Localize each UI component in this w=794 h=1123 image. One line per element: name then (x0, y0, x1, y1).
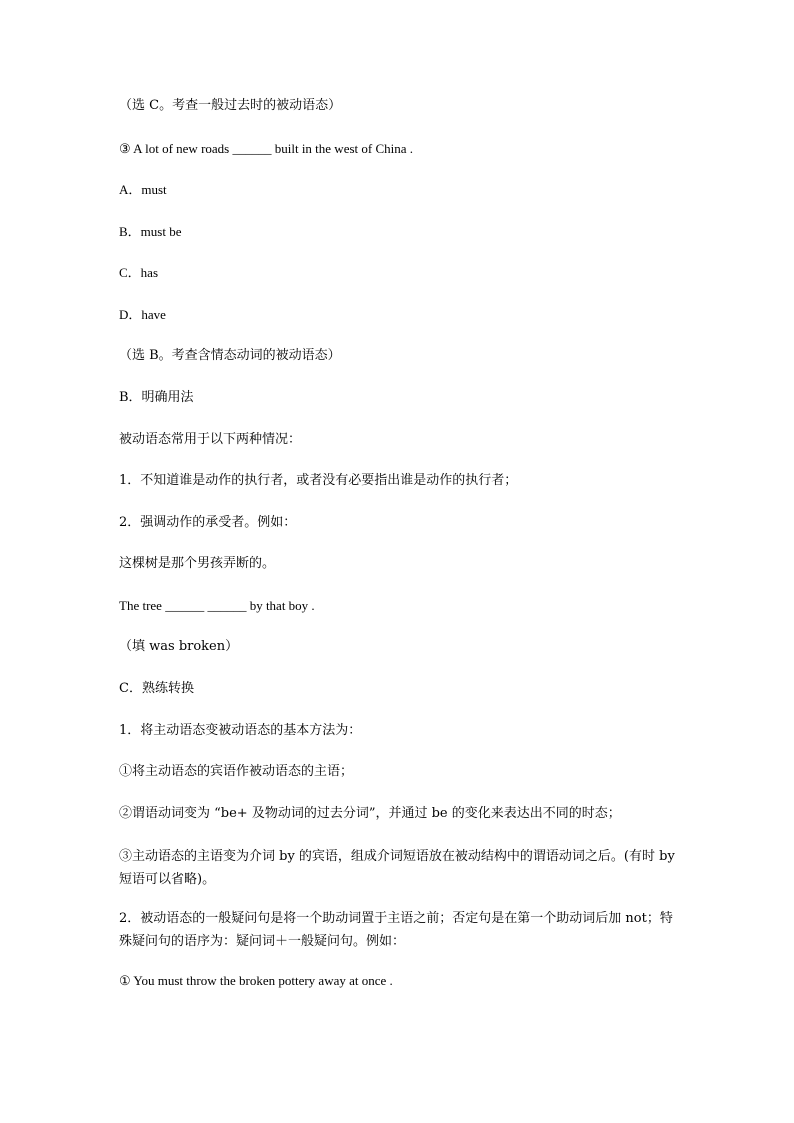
example-chinese: 这棵树是那个男孩弄断的。 (119, 556, 276, 571)
section-heading-b: B．明确用法 (119, 390, 194, 405)
option-d: D．have (119, 307, 166, 322)
question-3: ③ A lot of new roads ______ built in the west of China . (119, 141, 414, 156)
method-step-3: ③主动语态的主语变为介词 by 的宾语，组成介词短语放在被动结构中的谓语动词之后。(有时 by 短语可以省略)。 (119, 849, 675, 887)
method-step-2: ②谓语动词变为 “be+ 及物动词的过去分词”，并通过 be 的变化来表达出不同的时态； (119, 806, 621, 821)
example-english: The tree ______ ______ by that boy . (119, 598, 315, 613)
option-a: A．must (119, 182, 167, 197)
example-1: ① You must throw the broken pottery away at once . (119, 973, 393, 988)
option-b: B．must be (119, 224, 182, 239)
answer-note-c: （选 C。考查一般过去时的被动语态） (119, 98, 342, 113)
answer-note-b: （选 B。考查含情态动词的被动语态） (119, 348, 341, 363)
usage-1: 1．不知道谁是动作的执行者，或者没有必要指出谁是动作的执行者； (119, 473, 518, 488)
section-heading-c: C．熟练转换 (119, 681, 194, 696)
option-c: C．has (119, 265, 159, 280)
question-form-note: 2．被动语态的一般疑问句是将一个助动词置于主语之前；否定句是在第一个助动词后加 not；特殊疑问句的语序为：疑问词＋一般疑问句。例如： (119, 911, 673, 949)
usage-2: 2．强调动作的承受者。例如： (119, 515, 297, 530)
method-step-1: ①将主动语态的宾语作被动语态的主语； (119, 764, 354, 779)
method-intro: 1．将主动语态变被动语态的基本方法为： (119, 723, 362, 738)
fill-answer: （填 was broken） (119, 639, 239, 654)
usage-intro: 被动语态常用于以下两种情况： (119, 432, 302, 447)
